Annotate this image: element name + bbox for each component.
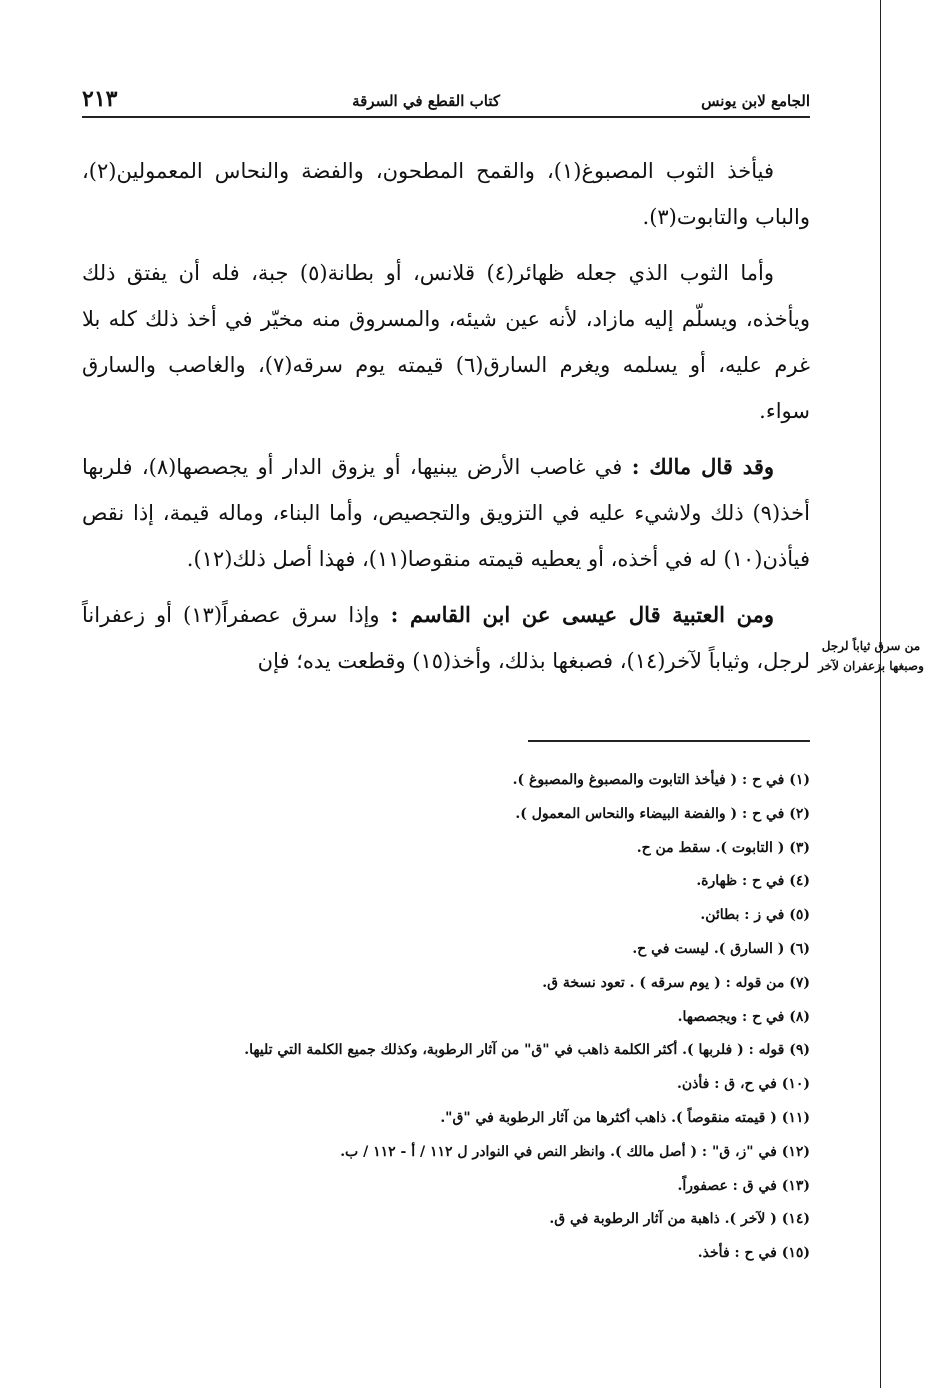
footnote-3: (٣) ( التابوت ). سقط من ح. <box>636 839 810 856</box>
paragraph-3 <box>82 444 810 582</box>
paragraph-1: فيأخذ الثوب المصبوغ(١)، والقمح المطحون، والفضة والنحاس المعمولين(٢)، والباب والتابوت(٣). <box>82 159 810 229</box>
footnote-9: (٩) قوله : ( فلربها ). أكثر الكلمة ذاهب في "ق" من آثار الرطوبة، وكذلك جميع الكلمة التي تليها. <box>244 1042 810 1059</box>
footnote-12: (١٢) في "ز، ق" : ( أصل مالك ). وانظر النص في النوادر ل ١١٢ / أ - ١١٢ / ب. <box>340 1143 810 1160</box>
footnote-rule <box>528 740 810 742</box>
footnote-13: (١٣) في ق : عصفوراً. <box>677 1177 810 1194</box>
footnote-7: (٧) من قوله : ( يوم سرقه ) . تعود نسخة ق. <box>542 974 810 991</box>
paragraph-2: وأما الثوب الذي جعله ظهائر(٤) قلانس، أو بطانة(٥) جبة، فله أن يفتق ذلك ويأخذه، ويسلّم إليه مازاد، لأنه عين شيئه، والمسروق منه مخيّر في أخذ ذلك كله بلا غرم عليه، أو يسلمه ويغرم السارق(٦) قيمته يوم سرقه(٧)، والغاصب والسارق سواء. <box>82 261 811 423</box>
header-section-title: كتاب القطع في السرقة <box>352 92 500 110</box>
paragraph-3-lead: وقد قال مالك : <box>631 454 774 479</box>
footnote-11: (١١) ( قيمته منقوصاً ). ذاهب أكثرها من آثار الرطوبة في "ق". <box>440 1109 810 1126</box>
running-header <box>82 84 810 114</box>
footnote-15: (١٥) في ح : فأخذ. <box>697 1245 810 1262</box>
margin-note: من سرق ثياباً لرجل وصبغها بزعفران لآخر <box>818 639 924 673</box>
footnote-8: (٨) في ح : ويجصصها. <box>677 1008 810 1025</box>
footnote-10: (١٠) في ح، ق : فأذن. <box>677 1076 810 1093</box>
footnote-5: (٥) في ز : بطائن. <box>700 907 810 924</box>
footnote-1: (١) في ح : ( فيأخذ التابوت والمصبوغ والمصبوغ ). <box>512 772 810 788</box>
page-number: ٢١٣ <box>82 86 118 112</box>
paragraph-4 <box>82 592 810 684</box>
header-author: الجامع لابن يونس <box>701 92 810 110</box>
footnote-14: (١٤) ( لآخر ). ذاهبة من آثار الرطوبة في ق. <box>549 1211 810 1228</box>
footnote-4: (٤) في ح : ظهارة. <box>696 873 810 890</box>
paragraph-3-text: في غاصب الأرض يبنيها، أو يزوق الدار أو يجصصها(٨)، فلربها أخذ(٩) ذلك ولاشيء عليه في التزويق والتجصيص، وأما البناء، وماله قيمة، إذا نقص فيأذن(١٠) له في أخذه، أو يعطيه قيمته منقوصا(١١)، فهذا أصل ذلك(١٢). <box>82 455 810 571</box>
footnote-2: (٢) في ح : ( والفضة البيضاء والنحاس المعمول ). <box>515 805 810 822</box>
paragraph-4-text: وإذا سرق عصفراً(١٣) أو زعفراناً لرجل، وثياباً لآخر(١٤)، فصبغها بذلك، وأخذ(١٥) وقطعت يده؛ فإن <box>82 603 810 673</box>
footnotes <box>82 764 810 1271</box>
main-text <box>82 148 810 694</box>
paragraph-4-lead: ومن العتبية قال عيسى عن ابن القاسم : <box>390 602 774 627</box>
margin-divider <box>880 0 881 1388</box>
footnote-6: (٦) ( السارق ). ليست في ح. <box>632 940 810 957</box>
header-rule <box>82 116 810 118</box>
